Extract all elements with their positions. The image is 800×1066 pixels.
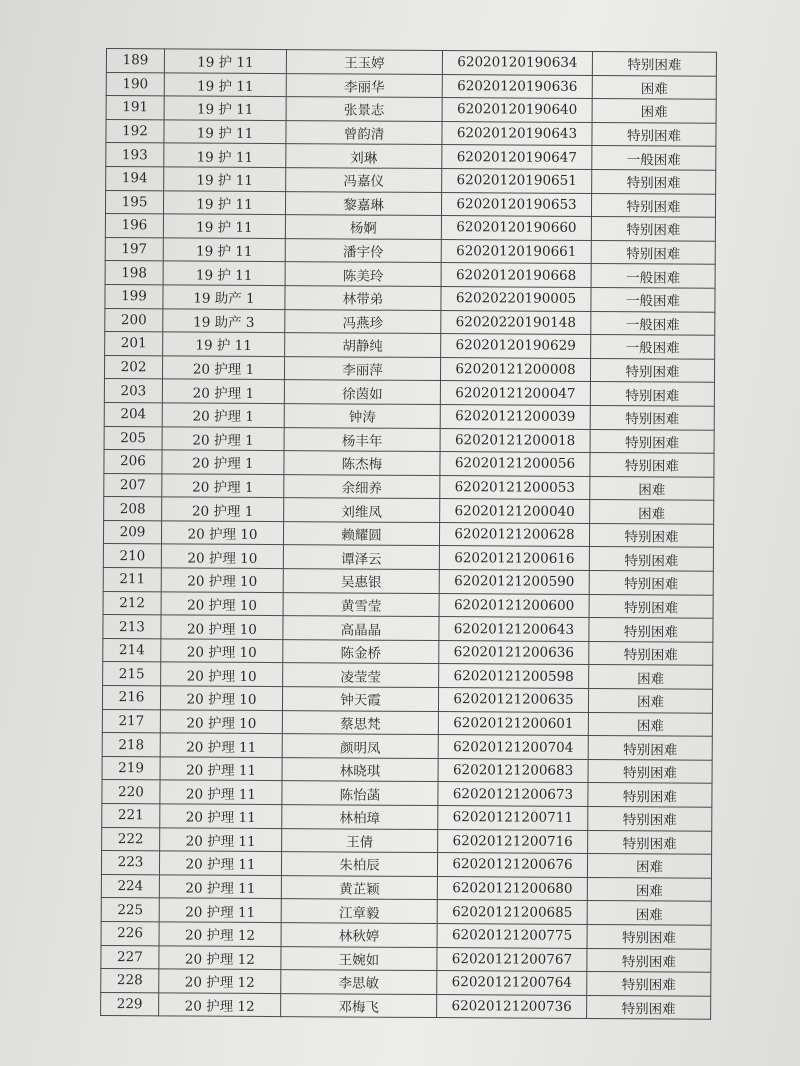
name-cell: 潘宇伶: [285, 238, 441, 263]
class-cell: 20 护理 1: [162, 403, 284, 427]
student-table: [100, 48, 717, 1020]
name-cell: 冯嘉仪: [286, 168, 442, 193]
difficulty-level-cell: 特别困难: [587, 924, 711, 948]
student-id-cell: 62020121200676: [437, 853, 587, 878]
student-id-cell: 62020120190661: [441, 239, 591, 264]
student-id-cell: 62020120190640: [442, 98, 592, 123]
row-number-cell: 194: [106, 166, 164, 190]
student-id-cell: 62020120190636: [442, 74, 592, 99]
class-cell: 19 助产 3: [163, 308, 285, 332]
class-cell: 20 护理 1: [162, 356, 284, 380]
difficulty-level-cell: 困难: [588, 688, 712, 712]
difficulty-level-cell: 特别困难: [592, 122, 716, 146]
difficulty-level-cell: 特别困难: [589, 523, 713, 547]
name-cell: 谭泽云: [283, 545, 439, 570]
student-id-cell: 62020121200628: [439, 522, 589, 547]
class-cell: 20 护理 10: [161, 615, 283, 639]
student-id-cell: 62020121200767: [437, 947, 587, 972]
class-cell: 19 护 11: [164, 72, 286, 96]
student-id-cell: 62020120190653: [441, 192, 591, 217]
difficulty-level-cell: 特别困难: [589, 547, 713, 571]
row-number-cell: 205: [104, 426, 162, 450]
name-cell: 陈美玲: [285, 262, 441, 287]
name-cell: 蔡思梵: [282, 710, 438, 735]
name-cell: 徐茵如: [284, 380, 440, 405]
student-id-cell: 62020121200056: [440, 452, 590, 477]
difficulty-level-cell: 一般困难: [591, 311, 715, 335]
row-number-cell: 195: [105, 190, 163, 214]
class-cell: 20 护理 10: [161, 568, 283, 592]
student-id-cell: 62020121200600: [439, 593, 589, 618]
name-cell: 李思敏: [281, 970, 437, 995]
student-id-cell: 62020120190668: [441, 263, 591, 288]
name-cell: 黄芷颖: [281, 875, 437, 900]
difficulty-level-cell: 一般困难: [591, 264, 715, 288]
name-cell: 钟涛: [284, 404, 440, 429]
difficulty-level-cell: 困难: [592, 75, 716, 99]
class-cell: 20 护理 11: [160, 804, 282, 828]
row-number-cell: 199: [105, 284, 163, 308]
class-cell: 20 护理 1: [162, 497, 284, 521]
difficulty-level-cell: 一般困难: [591, 335, 715, 359]
difficulty-level-cell: 特别困难: [591, 240, 715, 264]
class-cell: 20 护理 1: [162, 450, 284, 474]
student-id-cell: 62020120190651: [442, 169, 592, 194]
row-number-cell: 215: [103, 662, 161, 686]
row-number-cell: 213: [103, 615, 161, 639]
row-number-cell: 220: [102, 780, 160, 804]
row-number-cell: 202: [104, 355, 162, 379]
difficulty-level-cell: 特别困难: [590, 405, 714, 429]
class-cell: 20 护理 12: [159, 993, 281, 1017]
name-cell: 杨婀: [285, 215, 441, 240]
student-id-cell: 62020220190148: [441, 310, 591, 335]
student-id-cell: 62020120190629: [441, 334, 591, 359]
difficulty-level-cell: 特别困难: [592, 169, 716, 193]
difficulty-level-cell: 特别困难: [590, 429, 714, 453]
student-id-cell: 62020121200635: [438, 688, 588, 713]
difficulty-level-cell: 特别困难: [591, 217, 715, 241]
row-number-cell: 210: [103, 544, 161, 568]
name-cell: 王倩: [282, 828, 438, 853]
class-cell: 20 护理 10: [160, 709, 282, 733]
difficulty-level-cell: 特别困难: [590, 358, 714, 382]
student-id-cell: 62020121200636: [439, 640, 589, 665]
name-cell: 陈金桥: [283, 639, 439, 664]
class-cell: 20 护理 10: [161, 521, 283, 545]
class-cell: 20 护理 12: [159, 945, 281, 969]
row-number-cell: 208: [104, 497, 162, 521]
difficulty-level-cell: 困难: [590, 476, 714, 500]
row-number-cell: 221: [102, 803, 160, 827]
row-number-cell: 224: [101, 874, 159, 898]
row-number-cell: 219: [102, 756, 160, 780]
row-number-cell: 229: [101, 992, 159, 1016]
row-number-cell: 223: [101, 851, 159, 875]
difficulty-level-cell: 困难: [590, 500, 714, 524]
class-cell: 20 护理 11: [159, 875, 281, 899]
difficulty-level-cell: 困难: [588, 712, 712, 736]
class-cell: 19 护 11: [163, 332, 285, 356]
student-id-cell: 62020121200008: [440, 357, 590, 382]
name-cell: 高晶晶: [283, 616, 439, 641]
difficulty-level-cell: 特别困难: [589, 618, 713, 642]
class-cell: 20 护理 12: [159, 922, 281, 946]
student-id-cell: 62020121200053: [440, 475, 590, 500]
student-id-cell: 62020121200685: [437, 900, 587, 925]
row-number-cell: 197: [105, 237, 163, 261]
difficulty-level-cell: 特别困难: [591, 193, 715, 217]
name-cell: 凌莹莹: [283, 663, 439, 688]
difficulty-level-cell: 特别困难: [588, 783, 712, 807]
class-cell: 20 护理 10: [160, 686, 282, 710]
name-cell: 黎嘉琳: [285, 191, 441, 216]
class-cell: 20 护理 11: [160, 757, 282, 781]
name-cell: 林带弟: [285, 286, 441, 311]
class-cell: 19 护 11: [163, 238, 285, 262]
class-cell: 19 护 11: [164, 49, 286, 73]
class-cell: 19 护 11: [163, 190, 285, 214]
row-number-cell: 198: [105, 261, 163, 285]
student-id-cell: 62020121200643: [439, 617, 589, 642]
name-cell: 张景志: [286, 97, 442, 122]
name-cell: 刘维凤: [284, 498, 440, 523]
student-id-cell: 62020121200704: [438, 735, 588, 760]
row-number-cell: 212: [103, 591, 161, 615]
name-cell: 余细养: [284, 474, 440, 499]
name-cell: 林晓琪: [282, 757, 438, 782]
student-id-cell: 62020121200680: [437, 876, 587, 901]
difficulty-level-cell: 特别困难: [588, 736, 712, 760]
student-id-cell: 62020120190634: [442, 51, 592, 76]
name-cell: 林柏璋: [282, 805, 438, 830]
class-cell: 19 助产 1: [163, 285, 285, 309]
class-cell: 20 护理 10: [161, 544, 283, 568]
student-id-cell: 62020220190005: [441, 286, 591, 311]
name-cell: 曾韵清: [286, 120, 442, 145]
class-cell: 20 护理 11: [159, 851, 281, 875]
class-cell: 19 护 11: [164, 96, 286, 120]
difficulty-level-cell: 特别困难: [590, 382, 714, 406]
row-number-cell: 207: [104, 473, 162, 497]
class-cell: 20 护理 11: [160, 733, 282, 757]
class-cell: 19 护 11: [164, 143, 286, 167]
row-number-cell: 214: [103, 638, 161, 662]
class-cell: 19 护 11: [164, 167, 286, 191]
student-id-cell: 62020121200683: [438, 758, 588, 783]
name-cell: 王玉婷: [286, 50, 442, 75]
name-cell: 吴惠银: [283, 569, 439, 594]
row-number-cell: 217: [102, 709, 160, 733]
class-cell: 20 护理 1: [162, 379, 284, 403]
difficulty-level-cell: 特别困难: [587, 948, 711, 972]
student-id-cell: 62020121200673: [438, 782, 588, 807]
row-number-cell: 191: [106, 96, 164, 120]
student-id-cell: 62020121200711: [438, 806, 588, 831]
difficulty-level-cell: 困难: [587, 877, 711, 901]
class-cell: 20 护理 11: [159, 898, 281, 922]
row-number-cell: 228: [101, 969, 159, 993]
class-cell: 20 护理 10: [161, 639, 283, 663]
difficulty-level-cell: 特别困难: [587, 995, 711, 1019]
difficulty-level-cell: 困难: [587, 854, 711, 878]
row-number-cell: 225: [101, 898, 159, 922]
row-number-cell: 200: [105, 308, 163, 332]
class-cell: 20 护理 10: [161, 592, 283, 616]
row-number-cell: 222: [102, 827, 160, 851]
difficulty-level-cell: 一般困难: [592, 146, 716, 170]
student-id-cell: 62020121200764: [437, 971, 587, 996]
student-id-cell: 62020121200047: [440, 381, 590, 406]
student-id-cell: 62020121200598: [439, 664, 589, 689]
table-body: [101, 49, 717, 1020]
row-number-cell: 209: [103, 520, 161, 544]
row-number-cell: 218: [102, 733, 160, 757]
row-number-cell: 211: [103, 568, 161, 592]
student-id-cell: 62020120190660: [441, 216, 591, 241]
name-cell: 刘琳: [286, 144, 442, 169]
difficulty-level-cell: 特别困难: [589, 571, 713, 595]
student-id-cell: 62020121200018: [440, 428, 590, 453]
student-id-cell: 62020121200601: [438, 711, 588, 736]
name-cell: 杨丰年: [284, 427, 440, 452]
name-cell: 江章毅: [281, 899, 437, 924]
row-number-cell: 193: [106, 143, 164, 167]
difficulty-level-cell: 一般困难: [591, 287, 715, 311]
name-cell: 陈杰梅: [284, 451, 440, 476]
student-id-cell: 62020121200775: [437, 924, 587, 949]
difficulty-level-cell: 特别困难: [588, 806, 712, 830]
difficulty-level-cell: 特别困难: [590, 453, 714, 477]
student-id-cell: 62020121200736: [437, 994, 587, 1019]
row-number-cell: 204: [104, 402, 162, 426]
student-id-cell: 62020121200716: [438, 829, 588, 854]
row-number-cell: 189: [106, 49, 164, 73]
student-id-cell: 62020121200616: [439, 546, 589, 571]
document-page: [106, 48, 716, 1016]
row-number-cell: 190: [106, 72, 164, 96]
row-number-cell: 227: [101, 945, 159, 969]
name-cell: 颜明凤: [282, 734, 438, 759]
row-number-cell: 203: [104, 379, 162, 403]
difficulty-level-cell: 特别困难: [588, 759, 712, 783]
name-cell: 赖耀圆: [283, 521, 439, 546]
name-cell: 林秋婷: [281, 923, 437, 948]
difficulty-level-cell: 特别困难: [587, 972, 711, 996]
difficulty-level-cell: 困难: [592, 99, 716, 123]
name-cell: 胡静纯: [285, 333, 441, 358]
row-number-cell: 196: [105, 214, 163, 238]
difficulty-level-cell: 特别困难: [589, 594, 713, 618]
name-cell: 邓梅飞: [281, 993, 437, 1018]
row-number-cell: 216: [102, 686, 160, 710]
name-cell: 冯燕珍: [285, 309, 441, 334]
class-cell: 19 护 11: [164, 120, 286, 144]
class-cell: 20 护理 12: [159, 969, 281, 993]
table-row: [101, 992, 711, 1019]
student-id-cell: 62020121200039: [440, 404, 590, 429]
difficulty-level-cell: 困难: [587, 901, 711, 925]
name-cell: 朱柏辰: [281, 852, 437, 877]
difficulty-level-cell: 特别困难: [588, 830, 712, 854]
name-cell: 王婉如: [281, 946, 437, 971]
name-cell: 李丽萍: [284, 356, 440, 381]
class-cell: 20 护理 11: [160, 780, 282, 804]
difficulty-level-cell: 特别困难: [592, 51, 716, 75]
class-cell: 20 护理 1: [162, 426, 284, 450]
class-cell: 20 护理 11: [160, 827, 282, 851]
name-cell: 黄雪莹: [283, 592, 439, 617]
class-cell: 19 护 11: [163, 261, 285, 285]
student-id-cell: 62020120190643: [442, 121, 592, 146]
row-number-cell: 201: [105, 332, 163, 356]
name-cell: 李丽华: [286, 73, 442, 98]
row-number-cell: 206: [104, 450, 162, 474]
name-cell: 钟天霞: [282, 687, 438, 712]
student-id-cell: 62020121200040: [440, 499, 590, 524]
class-cell: 19 护 11: [163, 214, 285, 238]
row-number-cell: 226: [101, 921, 159, 945]
student-id-cell: 62020121200590: [439, 570, 589, 595]
name-cell: 陈怡菡: [282, 781, 438, 806]
class-cell: 20 护理 10: [161, 662, 283, 686]
student-id-cell: 62020120190647: [442, 145, 592, 170]
difficulty-level-cell: 困难: [589, 665, 713, 689]
difficulty-level-cell: 特别困难: [589, 641, 713, 665]
row-number-cell: 192: [106, 119, 164, 143]
class-cell: 20 护理 1: [162, 474, 284, 498]
